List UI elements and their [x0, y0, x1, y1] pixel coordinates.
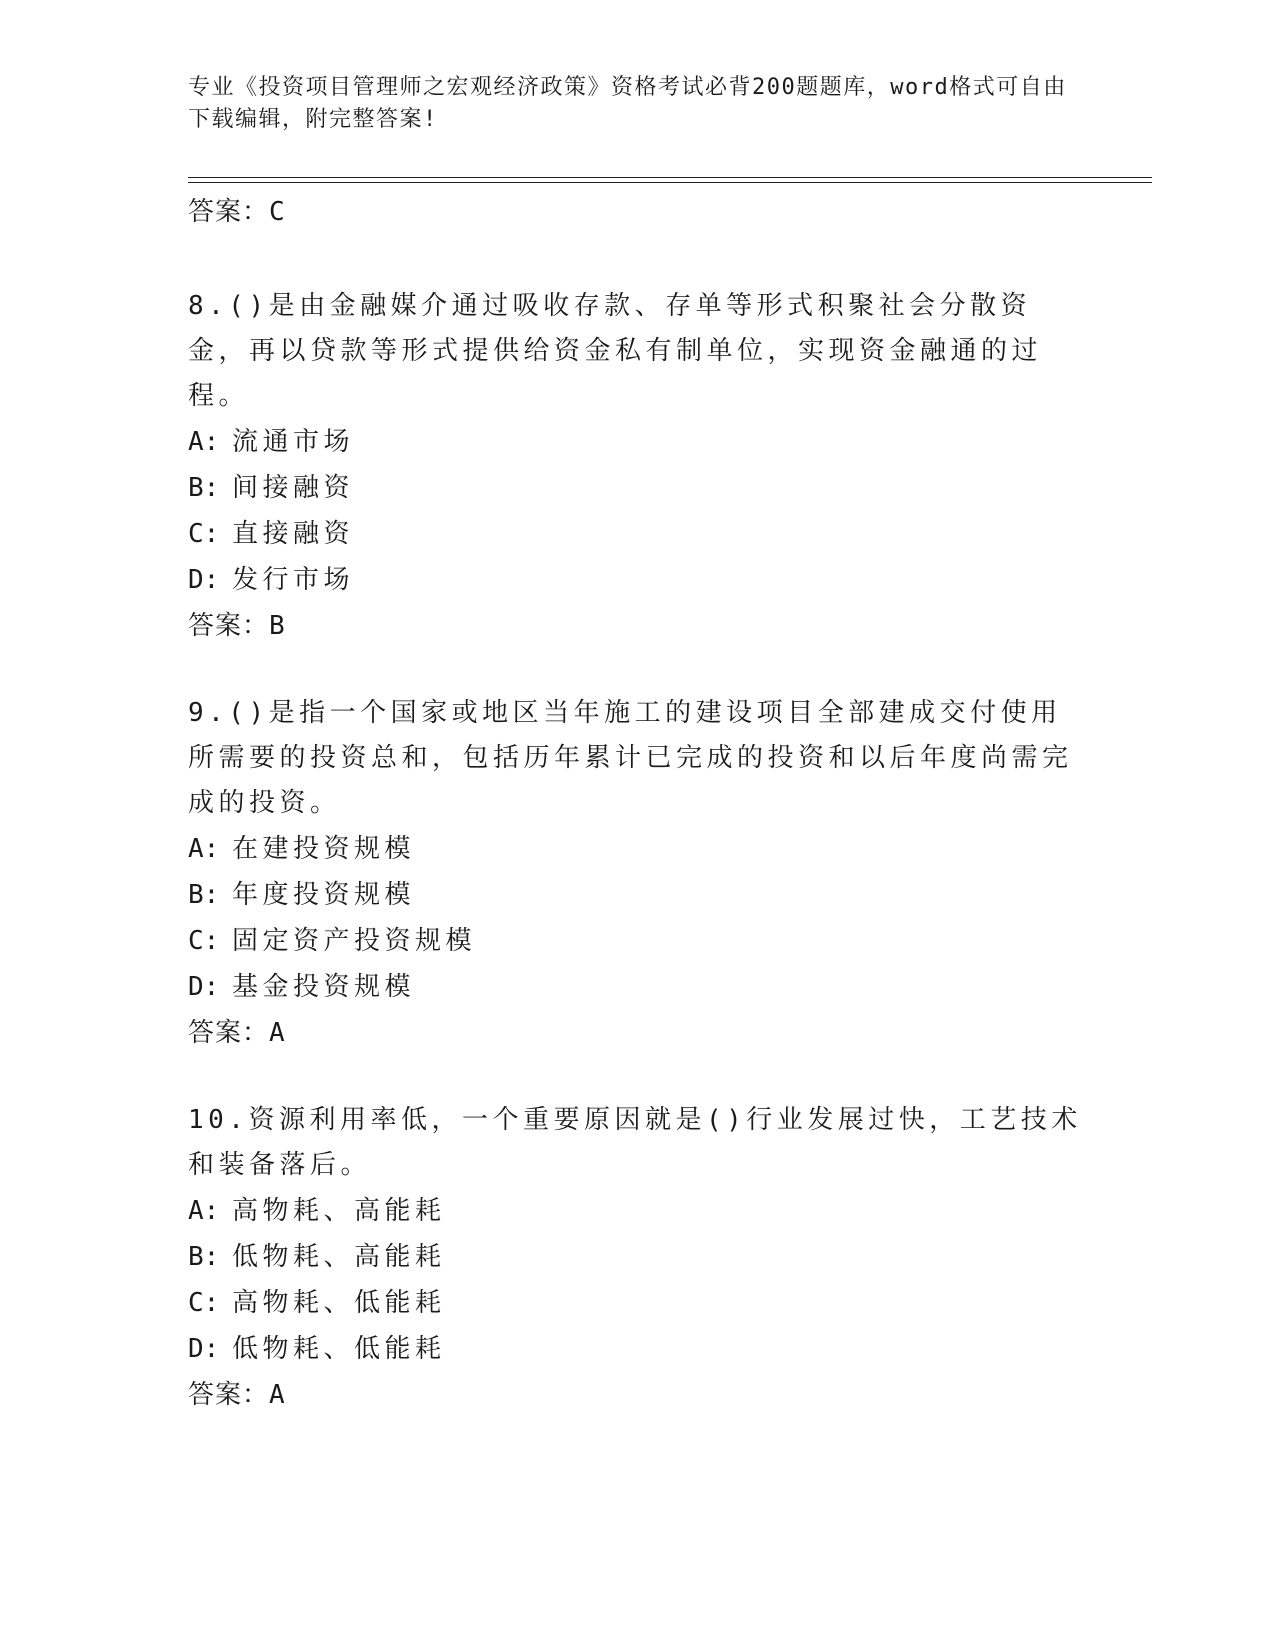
option-text: 高物耗、低能耗: [232, 1288, 446, 1318]
option-d: [188, 557, 1088, 603]
option-d: [188, 964, 1088, 1010]
option-letter: A:: [188, 427, 220, 457]
option-text: 低物耗、高能耗: [232, 1242, 446, 1272]
question-stem: 8.()是由金融媒介通过吸收存款、存单等形式积聚社会分散资金，再以贷款等形式提供给资金私有制单位，实现资金融通的过程。: [188, 291, 1043, 411]
option-letter: A:: [188, 1196, 220, 1226]
option-letter: C:: [188, 519, 220, 549]
question-item: [188, 284, 1088, 649]
option-text: 高物耗、高能耗: [232, 1196, 446, 1226]
option-letter: D:: [188, 972, 220, 1002]
option-letter: C:: [188, 1288, 220, 1318]
option-text: 在建投资规模: [232, 834, 416, 864]
option-letter: B:: [188, 880, 220, 910]
option-text: 发行市场: [232, 565, 355, 595]
option-a: [188, 1188, 1088, 1234]
option-a: [188, 419, 1088, 465]
option-letter: B:: [188, 1242, 220, 1272]
option-b: [188, 465, 1088, 511]
option-b: [188, 872, 1088, 918]
document-header-title: 专业《投资项目管理师之宏观经济政策》资格考试必背200题题库，word格式可自由下载编辑，附完整答案!: [188, 75, 1067, 132]
option-letter: C:: [188, 926, 220, 956]
question-stem: 10.资源利用率低，一个重要原因就是()行业发展过快，工艺技术和装备落后。: [188, 1105, 1082, 1180]
option-b: [188, 1234, 1088, 1280]
header-divider-bottom: [188, 182, 1152, 183]
option-letter: D:: [188, 565, 220, 595]
option-text: 流通市场: [232, 427, 355, 457]
option-text: 间接融资: [232, 473, 355, 503]
option-text: 固定资产投资规模: [232, 926, 477, 956]
option-c: [188, 511, 1088, 557]
question-answer: 答案：A: [188, 1380, 286, 1410]
question-answer: 答案：A: [188, 1018, 286, 1048]
option-letter: B:: [188, 473, 220, 503]
option-a: [188, 826, 1088, 872]
option-c: [188, 918, 1088, 964]
question-item: [188, 691, 1088, 1056]
question-answer: 答案：B: [188, 611, 286, 641]
option-text: 低物耗、低能耗: [232, 1334, 446, 1364]
option-text: 年度投资规模: [232, 880, 416, 910]
header-divider-top: [188, 177, 1152, 178]
previous-question-answer: 答案：C: [188, 197, 286, 227]
option-text: 基金投资规模: [232, 972, 416, 1002]
option-c: [188, 1280, 1088, 1326]
question-list: [188, 284, 1088, 1460]
question-stem: 9.()是指一个国家或地区当年施工的建设项目全部建成交付使用所需要的投资总和，包括历年累计已完成的投资和以后年度尚需完成的投资。: [188, 698, 1073, 818]
question-item: [188, 1098, 1088, 1418]
option-letter: D:: [188, 1334, 220, 1364]
option-letter: A:: [188, 834, 220, 864]
option-text: 直接融资: [232, 519, 355, 549]
option-d: [188, 1326, 1088, 1372]
